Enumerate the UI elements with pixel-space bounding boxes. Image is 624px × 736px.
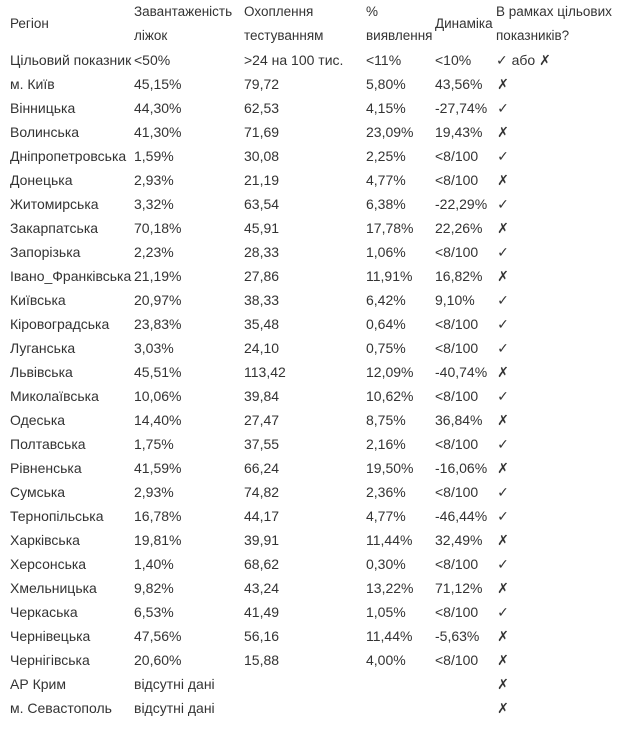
cell-detection-rate: 17,78% [366, 220, 414, 236]
cell-within-targets [492, 144, 620, 168]
cell-testing-coverage: 45,91 [244, 220, 280, 236]
status-mark-icon: ✓ [497, 388, 509, 404]
cell-detection-rate [362, 672, 431, 696]
cell-bed-occupancy: 21,19% [134, 268, 182, 284]
cell-region: Львівська [10, 364, 73, 380]
target-dynamics: <10% [435, 52, 472, 68]
cell-region: Херсонська [10, 556, 87, 572]
cell-dynamics: 32,49% [435, 532, 483, 548]
status-mark-icon: ✓ [497, 436, 509, 452]
header-region: Регіон [10, 16, 49, 31]
cell-within-targets [492, 240, 620, 264]
cell-region: м. Київ [10, 76, 55, 92]
status-mark-icon: ✓ [497, 484, 509, 500]
cell-dynamics: 71,12% [435, 580, 483, 596]
cell-detection-rate: 23,09% [366, 124, 414, 140]
cell-region: Дніпропетровська [10, 148, 127, 164]
cell-testing-coverage: 56,16 [244, 628, 280, 644]
cell-within-targets [492, 672, 620, 696]
target-detection-rate: <11% [366, 52, 402, 68]
table-row [6, 504, 620, 528]
status-mark-icon: ✓ [497, 196, 509, 212]
cell-detection-rate: 6,38% [366, 196, 406, 212]
cell-detection-rate: 0,75% [366, 340, 406, 356]
cell-testing-coverage: 41,49 [244, 604, 280, 620]
cell-within-targets [492, 600, 620, 624]
target-testing-coverage: >24 на 100 тис. [244, 52, 344, 68]
cell-region: Івано_Франківська [10, 268, 132, 284]
cell-testing-coverage: 28,33 [244, 244, 280, 260]
cell-region: Чернігівська [10, 652, 90, 668]
cell-within-targets [492, 696, 620, 720]
cell-region: м. Севастополь [10, 700, 112, 716]
cell-dynamics: -22,29% [435, 196, 488, 212]
cell-dynamics: -5,63% [435, 628, 480, 644]
cell-dynamics: 43,56% [435, 76, 483, 92]
status-mark-icon: ✓ [497, 100, 509, 116]
status-mark-icon: ✗ [497, 220, 509, 236]
cell-dynamics: <8/100 [435, 652, 479, 668]
cell-dynamics: <8/100 [435, 172, 479, 188]
cell-detection-rate: 0,64% [366, 316, 406, 332]
cell-detection-rate: 19,50% [366, 460, 414, 476]
table-row [6, 288, 620, 312]
cell-detection-rate: 0,30% [366, 556, 406, 572]
cell-testing-coverage: 79,72 [244, 76, 280, 92]
header-bed-occupancy: Завантаженість ліжок [134, 4, 233, 43]
table-row [6, 72, 620, 96]
cell-bed-occupancy: 41,30% [134, 124, 182, 140]
status-mark-icon: ✓ [497, 148, 509, 164]
cell-bed-occupancy: 41,59% [134, 460, 182, 476]
table-body [6, 48, 620, 720]
status-mark-icon: ✗ [497, 700, 509, 716]
cell-dynamics: 16,82% [435, 268, 483, 284]
cell-dynamics: <8/100 [435, 604, 479, 620]
cell-region: Закарпатська [10, 220, 99, 236]
table-row [6, 336, 620, 360]
table-row [6, 528, 620, 552]
cell-testing-coverage: 66,24 [244, 460, 280, 476]
cell-bed-occupancy: 3,32% [134, 196, 174, 212]
cell-testing-coverage: 27,86 [244, 268, 280, 284]
cell-testing-coverage: 21,19 [244, 172, 280, 188]
status-mark-icon: ✓ [497, 604, 509, 620]
header-row [6, 0, 620, 48]
table-row [6, 312, 620, 336]
status-mark-icon: ✓ [497, 508, 509, 524]
cell-dynamics [431, 672, 492, 696]
cell-within-targets [492, 528, 620, 552]
status-mark-icon: ✓ [497, 316, 509, 332]
cell-bed-occupancy: 9,82% [134, 580, 174, 596]
cell-dynamics: -27,74% [435, 100, 488, 116]
cell-detection-rate: 12,09% [366, 364, 414, 380]
cell-detection-rate: 13,22% [366, 580, 414, 596]
cell-testing-coverage: 74,82 [244, 484, 280, 500]
cell-within-targets [492, 96, 620, 120]
cell-dynamics: 19,43% [435, 124, 483, 140]
cell-region: Донецька [10, 172, 73, 188]
cell-dynamics: <8/100 [435, 436, 479, 452]
cell-region: Миколаївська [10, 388, 99, 404]
cell-detection-rate: 8,75% [366, 412, 406, 428]
cell-within-targets [492, 408, 620, 432]
status-mark-icon: ✗ [497, 364, 509, 380]
cell-region: АР Крим [10, 676, 66, 692]
table-row [6, 576, 620, 600]
cell-dynamics: -16,06% [435, 460, 488, 476]
cell-bed-occupancy: 44,30% [134, 100, 182, 116]
regions-table [6, 0, 620, 720]
table-row [6, 624, 620, 648]
table-row [6, 456, 620, 480]
cell-dynamics: <8/100 [435, 388, 479, 404]
cell-region: Черкаська [10, 604, 78, 620]
cell-dynamics: <8/100 [435, 316, 479, 332]
cell-dynamics: <8/100 [435, 244, 479, 260]
target-row [6, 48, 620, 72]
cell-within-targets [492, 312, 620, 336]
cell-region: Луганська [10, 340, 76, 356]
cell-within-targets [492, 192, 620, 216]
cell-detection-rate: 4,77% [366, 172, 406, 188]
cell-bed-occupancy: 6,53% [134, 604, 174, 620]
table-header [6, 0, 620, 48]
table-row [6, 384, 620, 408]
cell-within-targets [492, 624, 620, 648]
cell-testing-coverage [240, 696, 362, 720]
cell-region: Тернопільська [10, 508, 104, 524]
cell-bed-occupancy: 10,06% [134, 388, 182, 404]
table-row [6, 240, 620, 264]
table-row [6, 192, 620, 216]
table-row [6, 408, 620, 432]
table-row [6, 120, 620, 144]
status-mark-icon: ✗ [497, 412, 509, 428]
cell-region: Кіровоградська [10, 316, 110, 332]
cell-testing-coverage: 24,10 [244, 340, 280, 356]
status-mark-icon: ✓ [497, 556, 509, 572]
cell-bed-occupancy: 20,97% [134, 292, 182, 308]
cell-testing-coverage: 39,91 [244, 532, 280, 548]
cell-testing-coverage: 38,33 [244, 292, 280, 308]
cell-bed-occupancy: 14,40% [134, 412, 182, 428]
status-mark-icon: ✗ [497, 652, 509, 668]
cell-detection-rate: 1,06% [366, 244, 406, 260]
cell-testing-coverage: 15,88 [244, 652, 280, 668]
status-mark-icon: ✗ [497, 628, 509, 644]
table-row [6, 432, 620, 456]
header-dynamics: Динаміка [435, 16, 493, 31]
cell-bed-occupancy: 20,60% [134, 652, 182, 668]
cell-bed-occupancy: 45,51% [134, 364, 182, 380]
table-row [6, 600, 620, 624]
status-mark-icon: ✗ [497, 124, 509, 140]
cell-bed-occupancy: 1,75% [134, 436, 174, 452]
cell-bed-occupancy: 23,83% [134, 316, 182, 332]
table-row [6, 168, 620, 192]
header-detection-rate: % виявлення [366, 4, 433, 43]
cell-region: Одеська [10, 412, 66, 428]
cell-detection-rate: 4,77% [366, 508, 406, 524]
cell-within-targets [492, 360, 620, 384]
cell-within-targets [492, 432, 620, 456]
cell-detection-rate: 4,00% [366, 652, 406, 668]
cell-dynamics: 36,84% [435, 412, 483, 428]
cell-region: Чернівецька [10, 628, 91, 644]
cell-dynamics: 22,26% [435, 220, 483, 236]
target-label: Цільовий показник [10, 52, 132, 68]
cell-testing-coverage: 27,47 [244, 412, 280, 428]
cell-bed-occupancy: 16,78% [134, 508, 182, 524]
cell-detection-rate: 5,80% [366, 76, 406, 92]
cell-detection-rate: 11,44% [366, 532, 413, 548]
target-legend: ✓ або ✗ [496, 52, 551, 68]
table-row [6, 648, 620, 672]
cell-within-targets [492, 216, 620, 240]
cell-within-targets [492, 264, 620, 288]
cell-bed-occupancy: 70,18% [134, 220, 182, 236]
table-row [6, 360, 620, 384]
cell-within-targets [492, 552, 620, 576]
cell-detection-rate: 2,16% [366, 436, 406, 452]
cell-testing-coverage: 63,54 [244, 196, 280, 212]
cell-detection-rate: 1,05% [366, 604, 406, 620]
cell-within-targets [492, 168, 620, 192]
cell-testing-coverage: 68,62 [244, 556, 280, 572]
table-row [6, 672, 620, 696]
cell-dynamics: <8/100 [435, 340, 479, 356]
cell-bed-occupancy: відсутні дані [134, 676, 215, 692]
status-mark-icon: ✗ [497, 580, 509, 596]
cell-detection-rate: 2,36% [366, 484, 406, 500]
cell-region: Харківська [10, 532, 80, 548]
cell-bed-occupancy: 2,23% [134, 244, 174, 260]
cell-within-targets [492, 288, 620, 312]
table-row [6, 480, 620, 504]
cell-dynamics: -40,74% [435, 364, 488, 380]
status-mark-icon: ✓ [497, 244, 509, 260]
cell-dynamics: -46,44% [435, 508, 488, 524]
table-row [6, 696, 620, 720]
status-mark-icon: ✓ [497, 292, 509, 308]
status-mark-icon: ✗ [497, 460, 509, 476]
status-mark-icon: ✓ [497, 340, 509, 356]
cell-detection-rate: 11,44% [366, 628, 413, 644]
cell-region: Волинська [10, 124, 80, 140]
cell-detection-rate: 6,42% [366, 292, 406, 308]
table-row [6, 96, 620, 120]
cell-detection-rate [362, 696, 431, 720]
status-mark-icon: ✗ [497, 532, 509, 548]
cell-within-targets [492, 576, 620, 600]
cell-within-targets [492, 480, 620, 504]
cell-bed-occupancy: 1,40% [134, 556, 174, 572]
cell-within-targets [492, 336, 620, 360]
cell-dynamics: <8/100 [435, 148, 479, 164]
cell-within-targets [492, 648, 620, 672]
cell-testing-coverage: 30,08 [244, 148, 280, 164]
header-testing-coverage: Охоплення тестуванням [244, 4, 324, 43]
cell-bed-occupancy: 47,56% [134, 628, 182, 644]
cell-testing-coverage: 39,84 [244, 388, 280, 404]
cell-bed-occupancy: 45,15% [134, 76, 182, 92]
cell-dynamics: <8/100 [435, 556, 479, 572]
cell-region: Вінницька [10, 100, 76, 116]
cell-testing-coverage: 37,55 [244, 436, 280, 452]
status-mark-icon: ✗ [497, 76, 509, 92]
cell-region: Запорізька [10, 244, 81, 260]
cell-detection-rate: 4,15% [366, 100, 406, 116]
cell-region: Хмельницька [10, 580, 97, 596]
cell-within-targets [492, 72, 620, 96]
cell-detection-rate: 11,91% [366, 268, 413, 284]
table-row [6, 144, 620, 168]
cell-within-targets [492, 384, 620, 408]
cell-bed-occupancy: 19,81% [134, 532, 182, 548]
cell-within-targets [492, 456, 620, 480]
cell-testing-coverage: 35,48 [244, 316, 280, 332]
table-row [6, 552, 620, 576]
cell-detection-rate: 2,25% [366, 148, 406, 164]
cell-testing-coverage: 44,17 [244, 508, 280, 524]
cell-testing-coverage: 62,53 [244, 100, 280, 116]
header-within-targets: В рамках цільових показників? [496, 4, 612, 43]
table-row [6, 216, 620, 240]
cell-testing-coverage [240, 672, 362, 696]
cell-testing-coverage: 113,42 [244, 364, 286, 380]
status-mark-icon: ✗ [497, 676, 509, 692]
cell-bed-occupancy: 2,93% [134, 172, 174, 188]
cell-region: Сумська [10, 484, 66, 500]
cell-bed-occupancy: 2,93% [134, 484, 174, 500]
cell-dynamics: <8/100 [435, 484, 479, 500]
cell-region: Полтавська [10, 436, 86, 452]
cell-bed-occupancy: 3,03% [134, 340, 174, 356]
cell-bed-occupancy: відсутні дані [134, 700, 215, 716]
cell-within-targets [492, 504, 620, 528]
target-bed-occupancy: <50% [134, 52, 171, 68]
cell-region: Рівненська [10, 460, 82, 476]
status-mark-icon: ✗ [497, 172, 509, 188]
cell-region: Житомирська [10, 196, 99, 212]
cell-dynamics: 9,10% [435, 292, 475, 308]
cell-testing-coverage: 43,24 [244, 580, 280, 596]
cell-bed-occupancy: 1,59% [134, 148, 174, 164]
cell-detection-rate: 10,62% [366, 388, 414, 404]
table-row [6, 264, 620, 288]
cell-dynamics [431, 696, 492, 720]
status-mark-icon: ✗ [497, 268, 509, 284]
cell-region: Київська [10, 292, 66, 308]
cell-within-targets [492, 120, 620, 144]
cell-testing-coverage: 71,69 [244, 124, 280, 140]
